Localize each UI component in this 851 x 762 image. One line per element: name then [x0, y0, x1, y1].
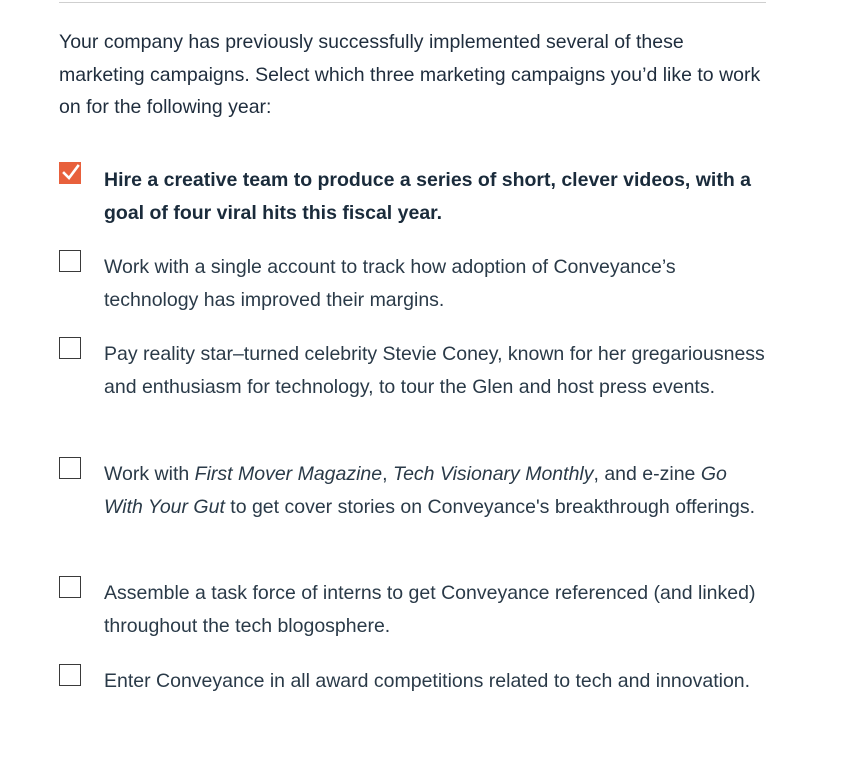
- option-label-6-text: Enter Conveyance in all award competitions related to tech and innovation.: [104, 670, 751, 692]
- checkbox-6[interactable]: [59, 664, 81, 686]
- option-label-3-text: Pay reality star–turned celebrity Stevie Coney, known for her gregariousness and enthusiasm for technology, to tour the Glen and host press events.: [104, 343, 765, 398]
- option-label-5-text: Assemble a task force of interns to get Conveyance referenced (and linked) throughout the tech blogosphere.: [104, 582, 756, 637]
- option-label-4-text-3: , and e-zine: [593, 463, 701, 485]
- intro-text: Your company has previously successfully implemented several of these marketing campaigns. Select which three marketing campaigns you’d like to work on for the following year:: [59, 31, 761, 118]
- checkbox-1[interactable]: [59, 162, 81, 184]
- option-label-1: [104, 164, 769, 229]
- option-label-2: [104, 251, 769, 316]
- option-label-4-text-4: to get cover stories on Conveyance's breakthrough offerings.: [224, 495, 756, 518]
- option-label-1-text: Hire a creative team to produce a series of short, clever videos, with a goal of four viral hits this fiscal year.: [104, 169, 752, 224]
- option-label-5: [104, 577, 769, 642]
- option-label-4-text-1: Work with: [104, 463, 195, 485]
- checkbox-3[interactable]: [59, 337, 81, 359]
- publication-title-tech-visionary: Tech Visionary Monthly: [392, 463, 594, 485]
- checkbox-2[interactable]: [59, 250, 81, 272]
- publication-title-go-with-your-gut: Go With Your Gut: [104, 463, 727, 518]
- option-label-2-text: Work with a single account to track how adoption of Conveyance’s technology has improved their margins.: [104, 256, 676, 311]
- option-label-3: [104, 338, 769, 403]
- option-label-4: [104, 458, 769, 523]
- option-label-4-text-2: ,: [382, 463, 393, 485]
- publication-title-first-mover: First Mover Magazine: [194, 463, 383, 485]
- option-label-6: [104, 665, 769, 698]
- checkbox-5[interactable]: [59, 576, 81, 598]
- top-divider: [59, 2, 766, 3]
- checkbox-4[interactable]: [59, 457, 81, 479]
- checkmark-icon: [62, 164, 80, 182]
